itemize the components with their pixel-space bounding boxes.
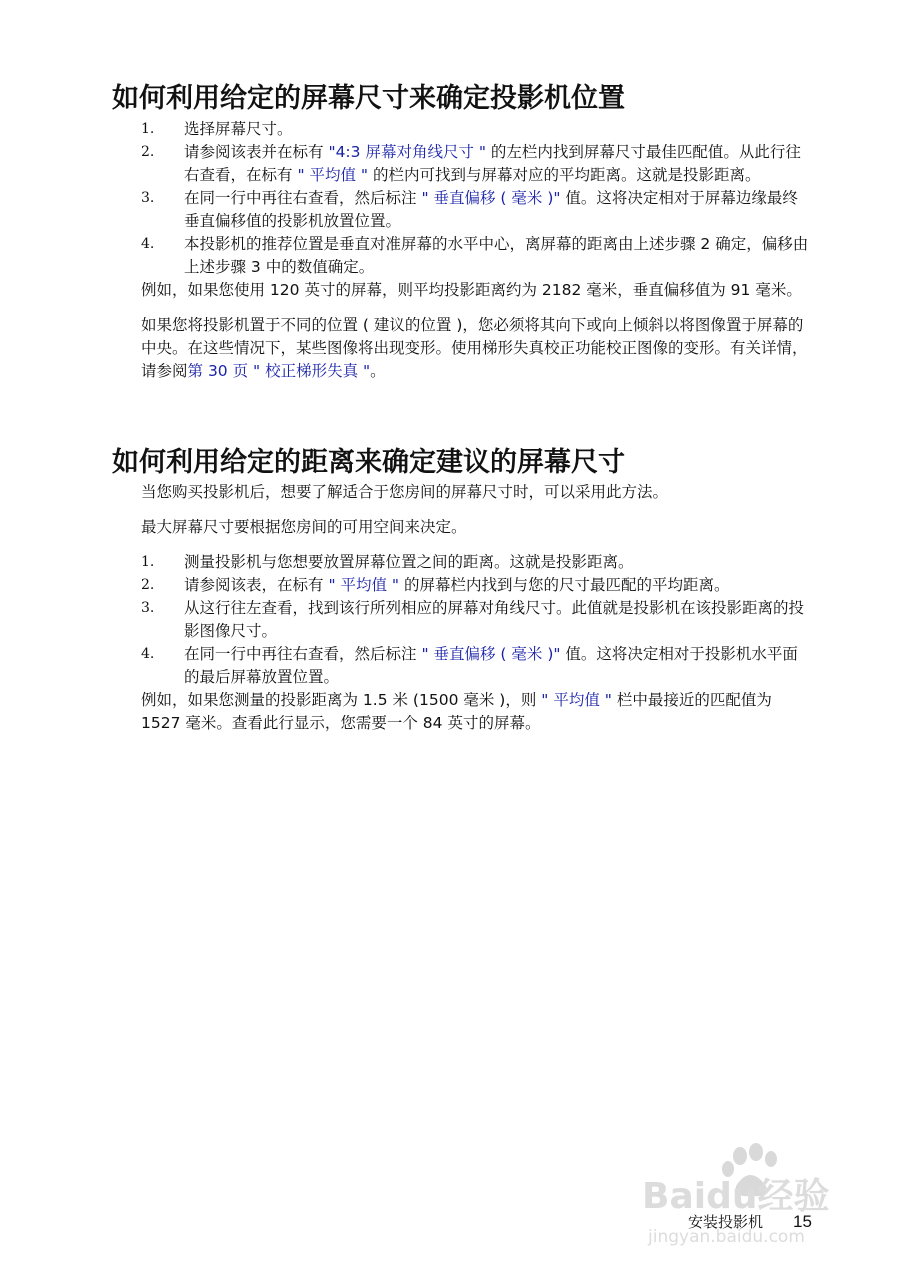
list-item — [141, 643, 809, 689]
column-reference-link: " 平均值 " — [328, 576, 400, 594]
page-number: 15 — [793, 1212, 812, 1231]
intro-paragraph: 最大屏幕尺寸要根据您房间的可用空间来决定。 — [141, 518, 467, 536]
step-number: 2. — [141, 577, 155, 593]
step-number: 2. — [141, 144, 155, 160]
step-text: 从这行往左查看，找到该行所列相应的屏幕对角线尺寸。此值就是投影机在该投影距离的投影图像尺寸。 — [184, 599, 805, 640]
step-text: 的栏内可找到与屏幕对应的平均距离。这就是投影距离。 — [368, 166, 761, 184]
example-paragraph: 例如，如果您使用 120 英寸的屏幕，则平均投影距离约为 2182 毫米，垂直偏移值为 91 毫米。 — [141, 281, 802, 299]
column-reference-link: " 垂直偏移 ( 毫米 )" — [421, 189, 561, 207]
step-text: 请参阅该表并在标有 — [184, 143, 329, 161]
example-paragraph — [141, 689, 809, 735]
list-item — [141, 141, 809, 187]
step-text: 本投影机的推荐位置是垂直对准屏幕的水平中心，离屏幕的距离由上述步骤 2 确定，偏移由上述步骤 3 中的数值确定。 — [184, 235, 809, 276]
list-item — [141, 187, 809, 233]
step-number: 1. — [141, 121, 155, 137]
page-reference-link[interactable]: 第 30 页 " 校正梯形失真 " — [187, 362, 371, 380]
column-reference-link: " 垂直偏移 ( 毫米 )" — [421, 645, 561, 663]
note-paragraph — [141, 314, 809, 383]
note-text: 。 — [370, 362, 386, 380]
steps-list — [141, 118, 809, 279]
list-item — [141, 597, 809, 643]
step-text: 值。这将决定相对于屏幕边缘最终垂直偏移值的投影机放置位置。 — [184, 189, 798, 230]
page-footer — [688, 1211, 812, 1232]
example-text: 栏中最接近的匹配值为 1527 毫米。查看此行显示，您需要一个 84 英寸的屏幕。 — [141, 691, 772, 732]
step-text: 在同一行中再往右查看，然后标注 — [184, 645, 422, 663]
watermark-brand: Baidu经验 — [642, 1176, 830, 1217]
column-reference-link: " 平均值 " — [297, 166, 369, 184]
section-body-screen-size — [141, 118, 809, 383]
column-reference-link: " 平均值 " — [541, 691, 612, 709]
example-text: 例如，如果您测量的投影距离为 1.5 米 (1500 毫米 )，则 — [141, 691, 542, 709]
column-reference-link: "4:3 屏幕对角线尺寸 " — [328, 143, 486, 161]
step-text: 的左栏内找到屏幕尺寸最佳匹配值。从此行往右查看，在标有 — [184, 143, 801, 184]
list-item — [141, 551, 809, 574]
intro-paragraph: 当您购买投影机后，想要了解适合于您房间的屏幕尺寸时，可以采用此方法。 — [141, 483, 669, 501]
list-item — [141, 118, 809, 141]
watermark-url: jingyan.baidu.com — [648, 1227, 805, 1247]
step-text: 选择屏幕尺寸。 — [184, 120, 293, 138]
baidu-watermark — [640, 1142, 850, 1252]
note-text: 如果您将投影机置于不同的位置 ( 建议的位置 )，您必须将其向下或向上倾斜以将图像置于屏幕的中央。在这些情况下，某些图像将出现变形。使用梯形失真校正功能校正图像的变形。有关详情，请参阅 — [141, 316, 808, 380]
chapter-label: 安装投影机 — [688, 1213, 764, 1231]
step-number: 4. — [141, 236, 155, 252]
section-heading-distance: 如何利用给定的距离来确定建议的屏幕尺寸 — [112, 447, 625, 478]
step-text: 在同一行中再往右查看，然后标注 — [184, 189, 422, 207]
step-number: 4. — [141, 646, 155, 662]
step-text: 的屏幕栏内找到与您的尺寸最匹配的平均距离。 — [399, 576, 730, 594]
list-item — [141, 233, 809, 279]
step-number: 3. — [141, 190, 155, 206]
step-text: 请参阅该表，在标有 — [184, 576, 329, 594]
step-text: 测量投影机与您想要放置屏幕位置之间的距离。这就是投影距离。 — [184, 553, 634, 571]
section-heading-screen-size: 如何利用给定的屏幕尺寸来确定投影机位置 — [112, 83, 625, 114]
step-number: 1. — [141, 554, 155, 570]
step-text: 值。这将决定相对于投影机水平面的最后屏幕放置位置。 — [184, 645, 798, 686]
list-item — [141, 574, 809, 597]
step-number: 3. — [141, 600, 155, 616]
steps-list — [141, 551, 809, 689]
section-body-distance — [141, 481, 809, 735]
